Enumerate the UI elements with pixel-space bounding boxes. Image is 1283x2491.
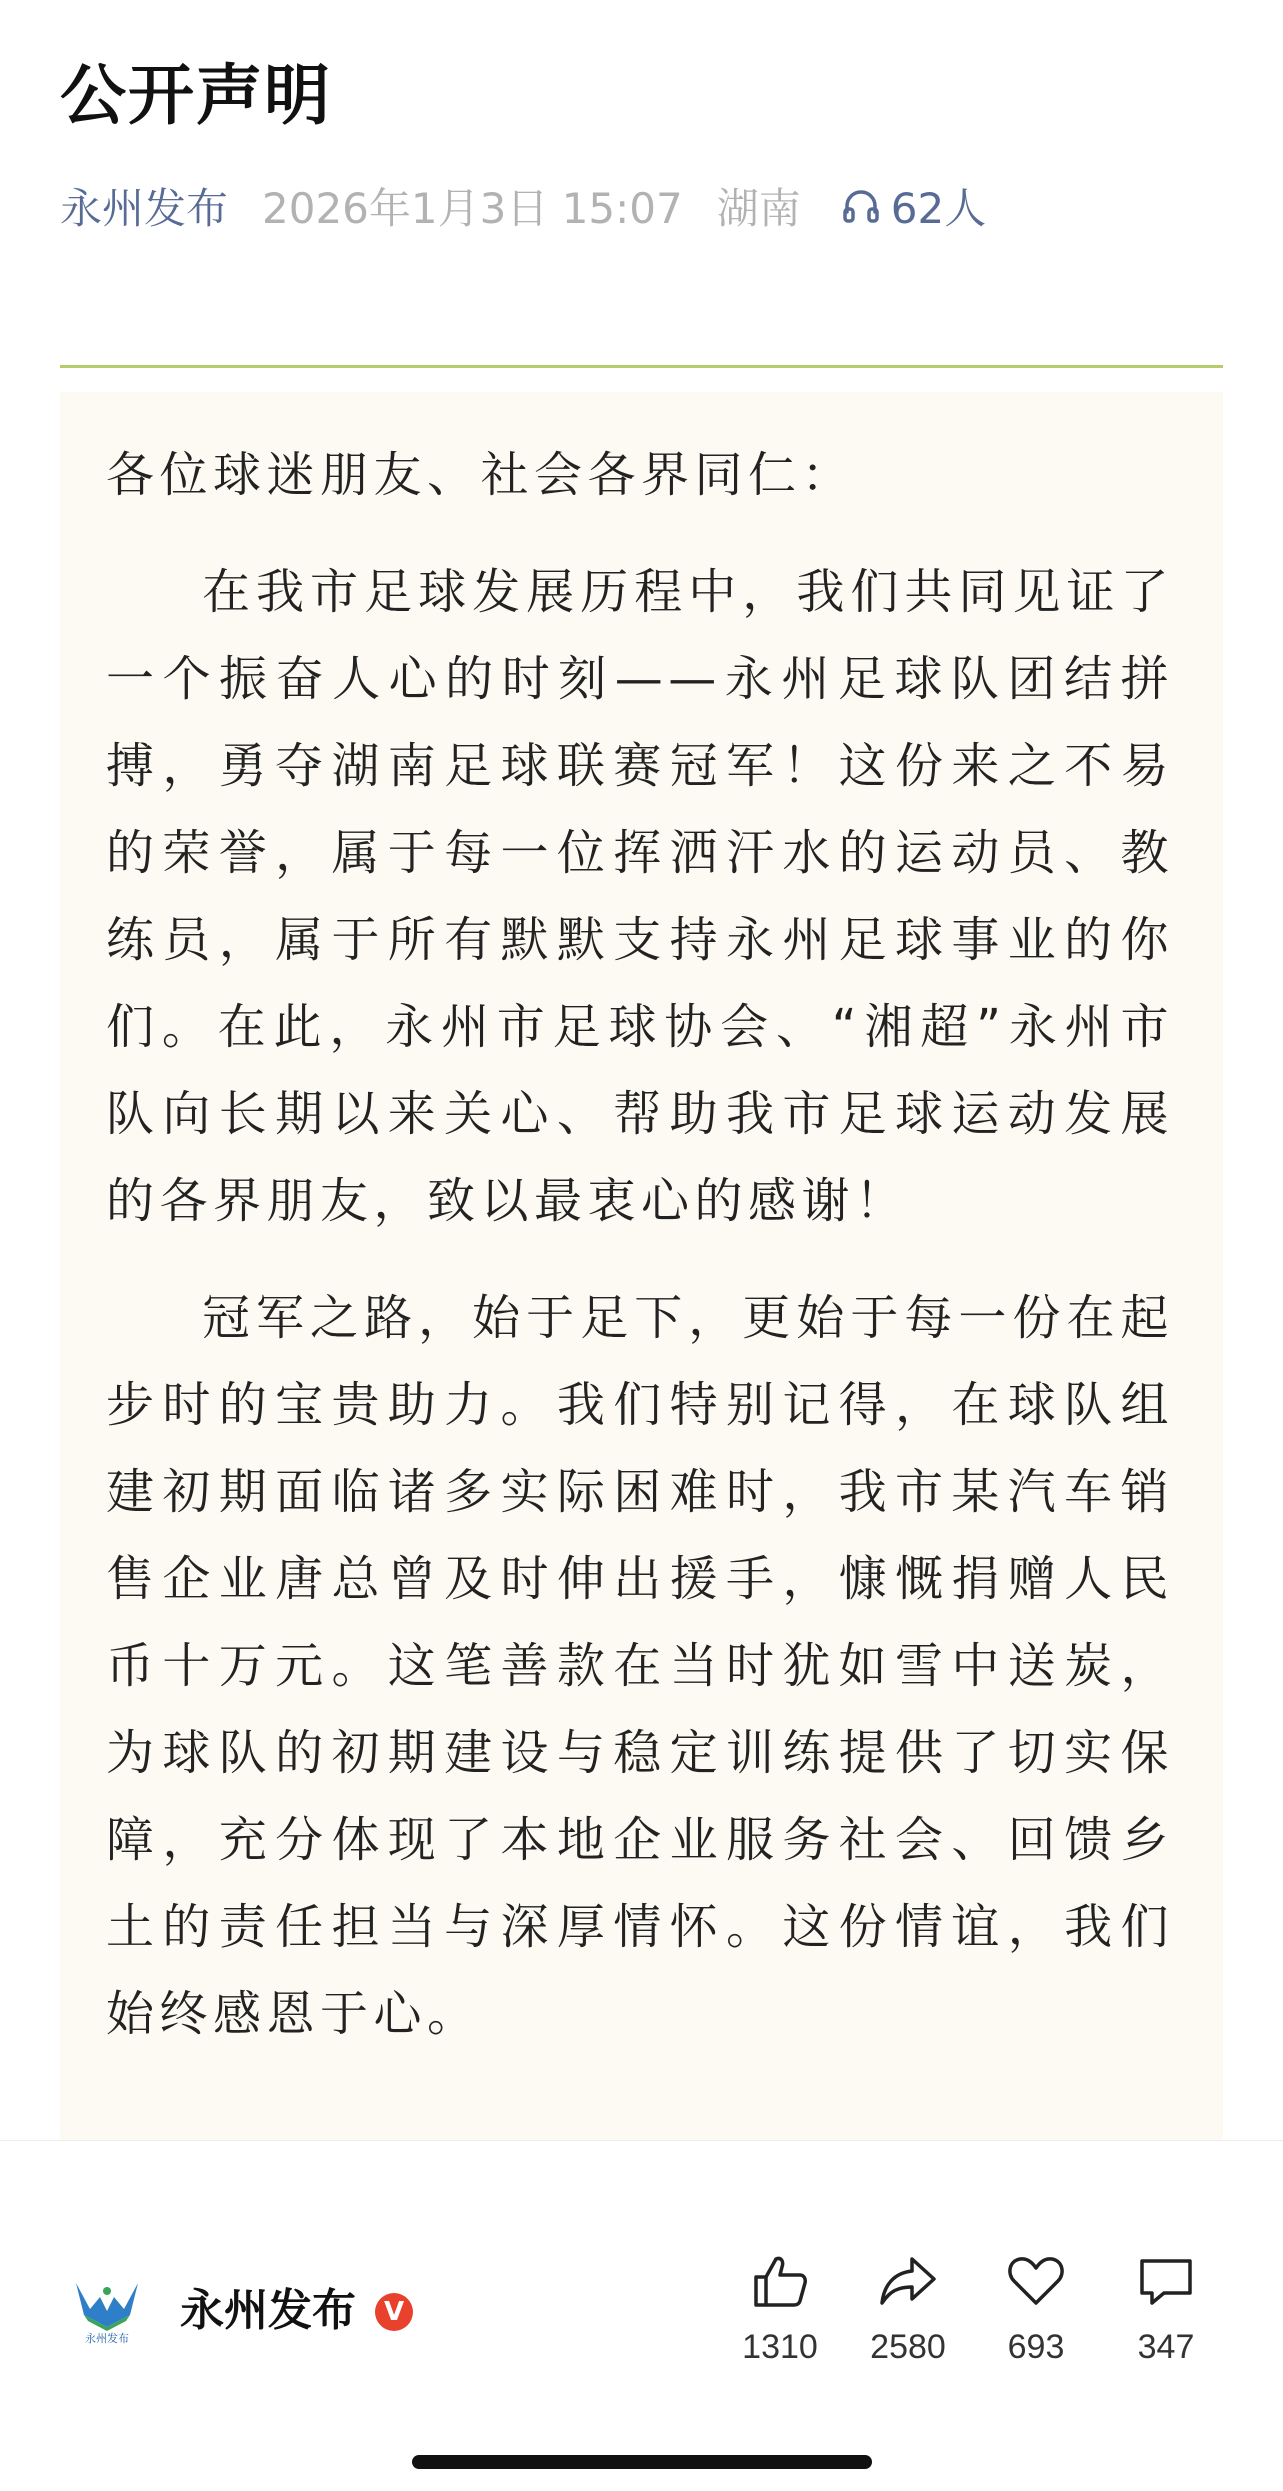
paragraph-1: 在我市足球发展历程中，我们共同见证了一个振奋人心的时刻——永州足球队团结拼搏，勇夺湖南足球联赛冠军！这份来之不易的荣誉，属于每一位挥洒汗水的运动员、教练员，属于所有默默支持永州足球事业的你们。在此，永州市足球协会、“湘超”永州市队向长期以来关心、帮助我市足球运动发展的各界朋友，致以最衷心的感谢！	[106, 564, 1174, 1229]
thumbs-up-icon	[748, 2249, 812, 2313]
home-indicator[interactable]	[412, 2455, 872, 2469]
like-count: 1310	[742, 2328, 818, 2366]
footer-bar	[0, 2141, 1283, 2491]
heart-icon	[1004, 2249, 1068, 2313]
listen-button[interactable]	[841, 176, 986, 236]
verified-badge: V	[375, 2293, 413, 2331]
account-logo-icon	[70, 2271, 144, 2345]
share-icon	[876, 2249, 940, 2313]
footer-account-name[interactable]: 永州发布	[180, 2285, 356, 2336]
publish-date: 2026年1月3日 15:07	[262, 184, 683, 233]
article-body	[60, 392, 1223, 2142]
comment-icon	[1134, 2249, 1198, 2313]
like-button[interactable]	[710, 2249, 850, 2367]
listen-count: 62人	[890, 184, 987, 233]
article-title: 公开声明	[60, 57, 332, 134]
greeting-text: 各位球迷朋友、社会各界同仁：	[106, 447, 856, 503]
paragraph-2: 冠军之路，始于足下，更始于每一份在起步时的宝贵助力。我们特别记得，在球队组建初期面临诸多实际困难时，我市某汽车销售企业唐总曾及时伸出援手，慷慨捐赠人民币十万元。这笔善款在当时犹如雪中送炭，为球队的初期建设与稳定训练提供了切实保障，充分体现了本地企业服务社会、回馈乡土的责任担当与深厚情怀。这份情谊，我们始终感恩于心。	[106, 1290, 1174, 2042]
publish-region: 湖南	[716, 184, 801, 233]
favorite-button[interactable]	[966, 2249, 1106, 2367]
avatar-caption: 永州发布	[85, 2332, 129, 2345]
share-count: 2580	[870, 2328, 946, 2366]
account-link[interactable]: 永州发布	[60, 184, 229, 233]
comment-button[interactable]	[1096, 2249, 1236, 2367]
title-divider	[60, 365, 1223, 368]
favorite-count: 693	[1007, 2328, 1065, 2366]
share-button[interactable]	[838, 2249, 978, 2367]
headphones-icon	[841, 186, 881, 226]
article-meta	[60, 178, 986, 234]
avatar[interactable]	[70, 2271, 144, 2345]
comment-count: 347	[1137, 2328, 1195, 2366]
